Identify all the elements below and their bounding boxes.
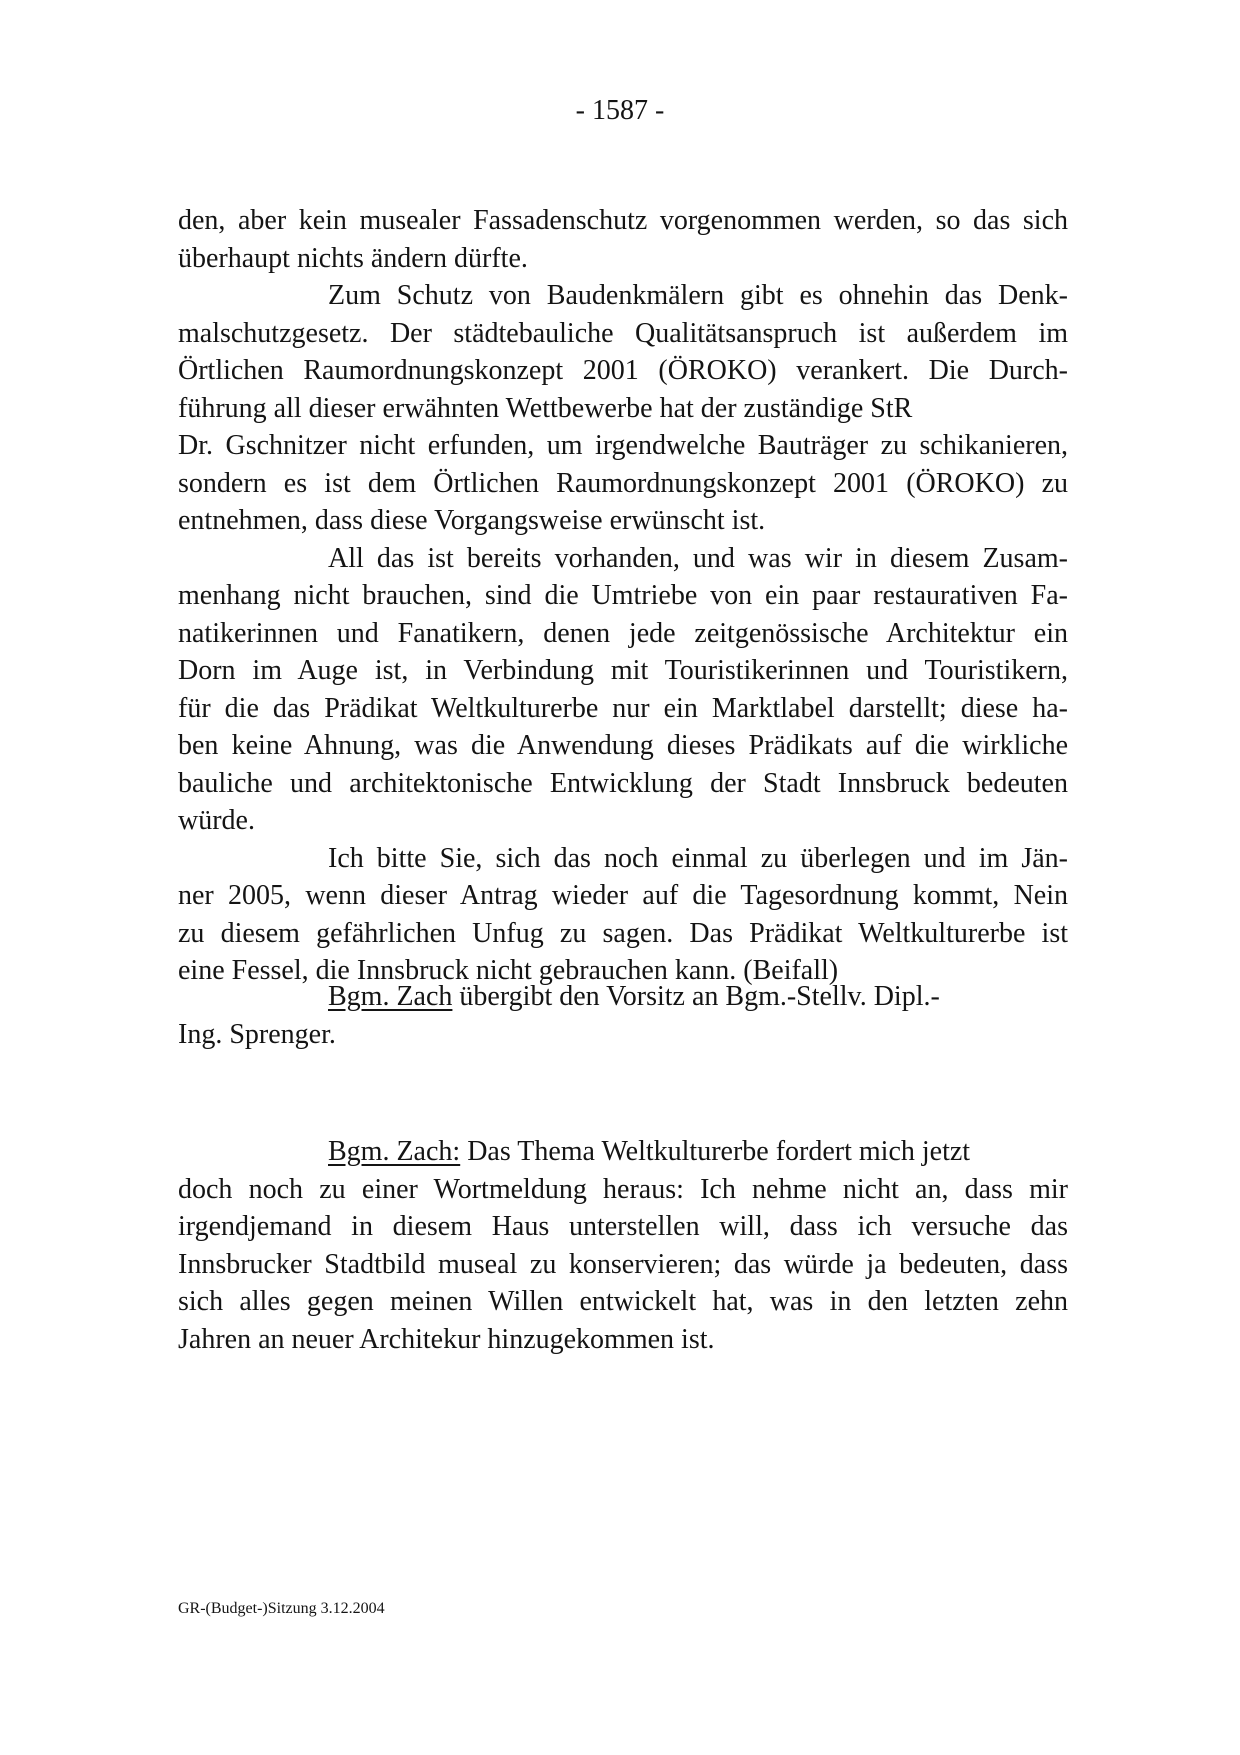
statement-line-1 (178, 1133, 1068, 1171)
statement-line: irgendjemand in diesem Haus unterstellen will, dass ich versuche das (178, 1211, 1068, 1242)
statement-line: Jahren an neuer Architekur hinzugekommen ist. (178, 1323, 715, 1355)
body-line: ben keine Ahnung, was die Anwendung dieses Prädikats auf die wirkliche (178, 730, 1068, 761)
footer-session-date: GR-(Budget-)Sitzung 3.12.2004 (178, 1600, 385, 1617)
body-line: natikerinnen und Fanatikern, denen jede zeitgenössische Architektur ein (178, 617, 1068, 649)
body-line: ner 2005, wenn dieser Antrag wieder auf die Tagesordnung kommt, Nein (178, 880, 1068, 911)
chair-handover-note (178, 978, 1068, 1053)
body-line: Ich bitte Sie, sich das noch einmal zu überlegen und im Jän- (328, 842, 1068, 874)
handover-speaker: Bgm. Zach (328, 981, 453, 1012)
handover-line-1 (178, 978, 1068, 1016)
body-line: überhaupt nichts ändern dürfte. (178, 242, 528, 274)
body-line: Örtlichen Raumordnungskonzept 2001 (ÖROKO) verankert. Die Durch- (178, 355, 1068, 386)
body-line: Zum Schutz von Baudenkmälern gibt es ohnehin das Denk- (328, 280, 1068, 311)
statement-line: doch noch zu einer Wortmeldung heraus: Ich nehme nicht an, dass mir (178, 1173, 1068, 1205)
body-line: den, aber kein musealer Fassadenschutz vorgenommen werden, so das sich (178, 205, 1068, 236)
body-line: menhang nicht brauchen, sind die Umtriebe von ein paar restaurativen Fa- (178, 580, 1068, 611)
body-line: All das ist bereits vorhanden, und was wir in diesem Zusam- (328, 542, 1068, 574)
statement-text: Das Thema Weltkulturerbe fordert mich jetzt (460, 1136, 971, 1167)
statement-line: sich alles gegen meinen Willen entwickelt hat, was in den letzten zehn (178, 1286, 1068, 1317)
body-line: Dorn im Auge ist, in Verbindung mit Touristikerinnen und Touristikern, (178, 655, 1068, 686)
body-line: entnehmen, dass diese Vorgangsweise erwünscht ist. (178, 505, 766, 536)
body-line: für die das Prädikat Weltkulturerbe nur ein Marktlabel darstellt; diese ha- (178, 692, 1068, 724)
statement-line: Innsbrucker Stadtbild museal zu konservieren; das würde ja bedeuten, dass (178, 1248, 1068, 1280)
body-line: sondern es ist dem Örtlichen Raumordnungskonzept 2001 (ÖROKO) zu (178, 467, 1068, 499)
body-line: bauliche und architektonische Entwicklung der Stadt Innsbruck bedeuten (178, 767, 1068, 799)
mayor-statement (178, 1133, 1068, 1358)
body-line: führung all dieser erwähnten Wettbewerbe hat der zuständige StR (178, 392, 913, 424)
body-line: Dr. Gschnitzer nicht erfunden, um irgendwelche Bauträger zu schikanieren, (178, 430, 1068, 461)
body-line: eine Fessel, die Innsbruck nicht gebrauchen kann. (Beifall) (178, 955, 839, 986)
page-number: - 1587 - (575, 95, 665, 126)
body-line: zu diesem gefährlichen Unfug zu sagen. Das Prädikat Weltkulturerbe ist (178, 917, 1068, 949)
body-line: würde. (178, 805, 255, 836)
handover-text: übergibt den Vorsitz an Bgm.-Stellv. Dipl.- (452, 981, 940, 1012)
statement-speaker: Bgm. Zach: (328, 1136, 461, 1167)
speech-continuation (178, 202, 1068, 990)
handover-line-2: Ing. Sprenger. (178, 1018, 336, 1050)
body-line: malschutzgesetz. Der städtebauliche Qualitätsanspruch ist außerdem im (178, 317, 1068, 349)
